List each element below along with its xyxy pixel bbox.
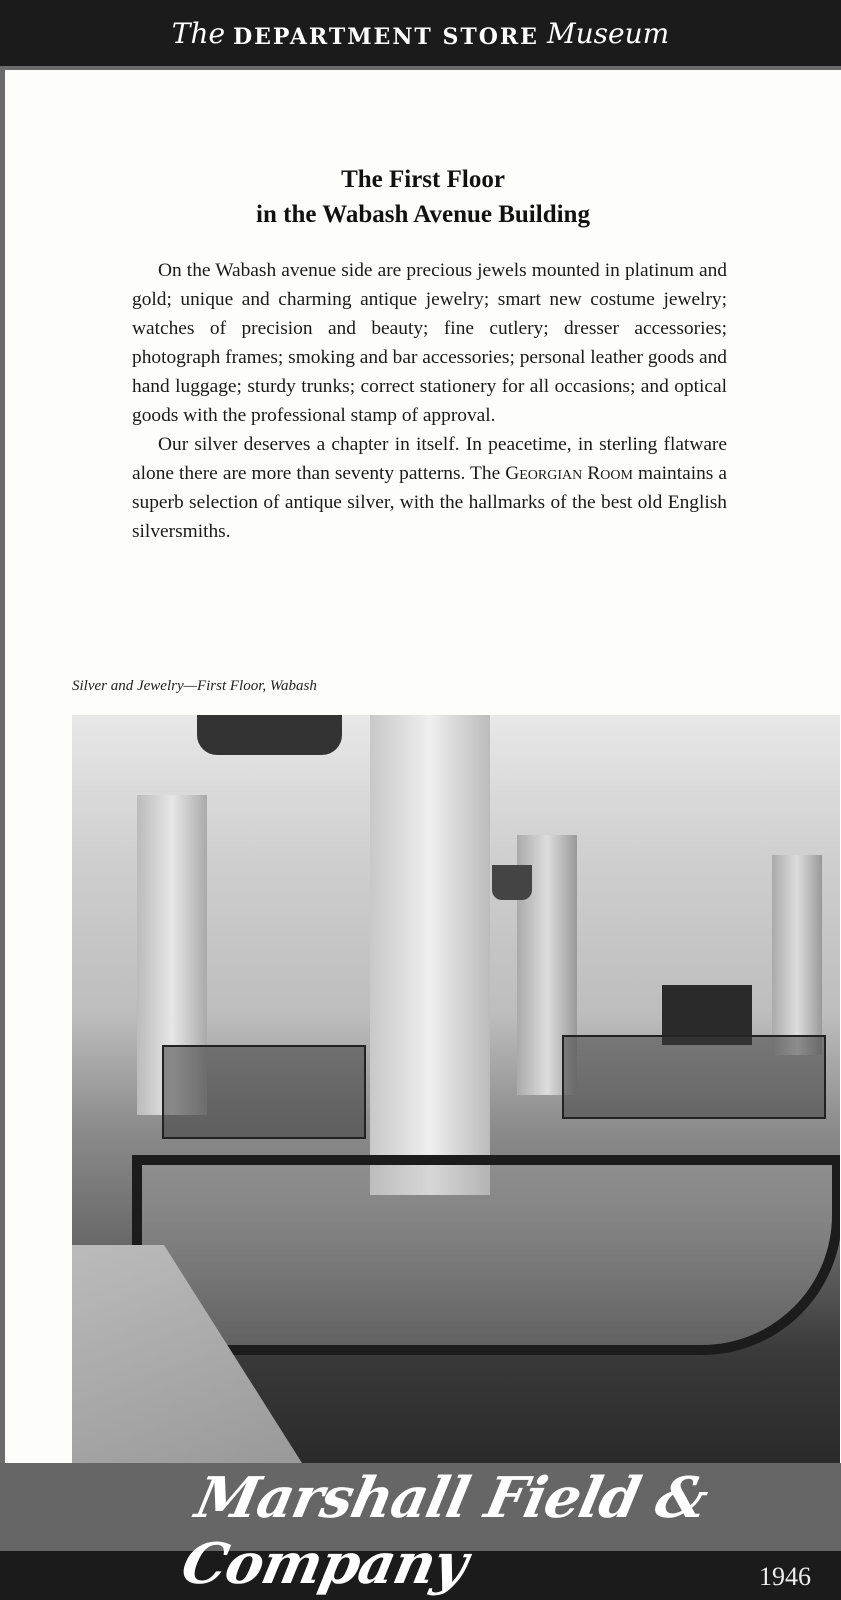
heading-line-1: The First Floor [341,166,505,193]
curved-display-counter [132,1155,840,1355]
year-label: 1946 [759,1562,811,1591]
page-heading [5,162,841,232]
paragraph-1: On the Wabash avenue side are precious jewels mounted in platinum and gold; unique and charming antique jewelry; smart new costume jewelry; watches of precision and beauty; fine cutlery; dresser accessories; photograph frames; smoking and bar accessories; personal leather goods and hand luggage; sturdy trunks; correct stationery for all occasions; and optical goods with the professional stamp of approval. [132,260,728,426]
center-column [370,715,490,1195]
site-header [0,0,841,66]
ceiling-lamp [197,715,342,755]
header-title: DEPARTMENT STORE [233,24,539,50]
marshall-field-logo: Marshall Field & Company [175,1465,714,1597]
georgian-room: Georgian Room [505,463,633,484]
heading-line-2: in the Wabash Avenue Building [256,201,590,228]
display-case-right [562,1035,826,1119]
paragraph-2-start: Our silver deserves a chapter in itself. In peacetime, in sterling flatware alone there are more than seventy patterns. The [132,434,727,484]
header-the: The [171,16,226,50]
header-museum: Museum [546,16,670,50]
far-right-column [772,855,822,1055]
body-text [132,256,727,546]
photo-caption: Silver and Jewelry—First Floor, Wabash [72,678,317,694]
display-case-left [162,1045,366,1139]
paragraph-2-end: maintains a superb selection of antique silver, with the hallmarks of the best old English silversmiths. [132,463,727,542]
hanging-lamp [492,865,532,900]
scanned-page [5,70,841,1463]
store-interior-photo [72,715,840,1463]
paragraph-2 [132,430,727,546]
